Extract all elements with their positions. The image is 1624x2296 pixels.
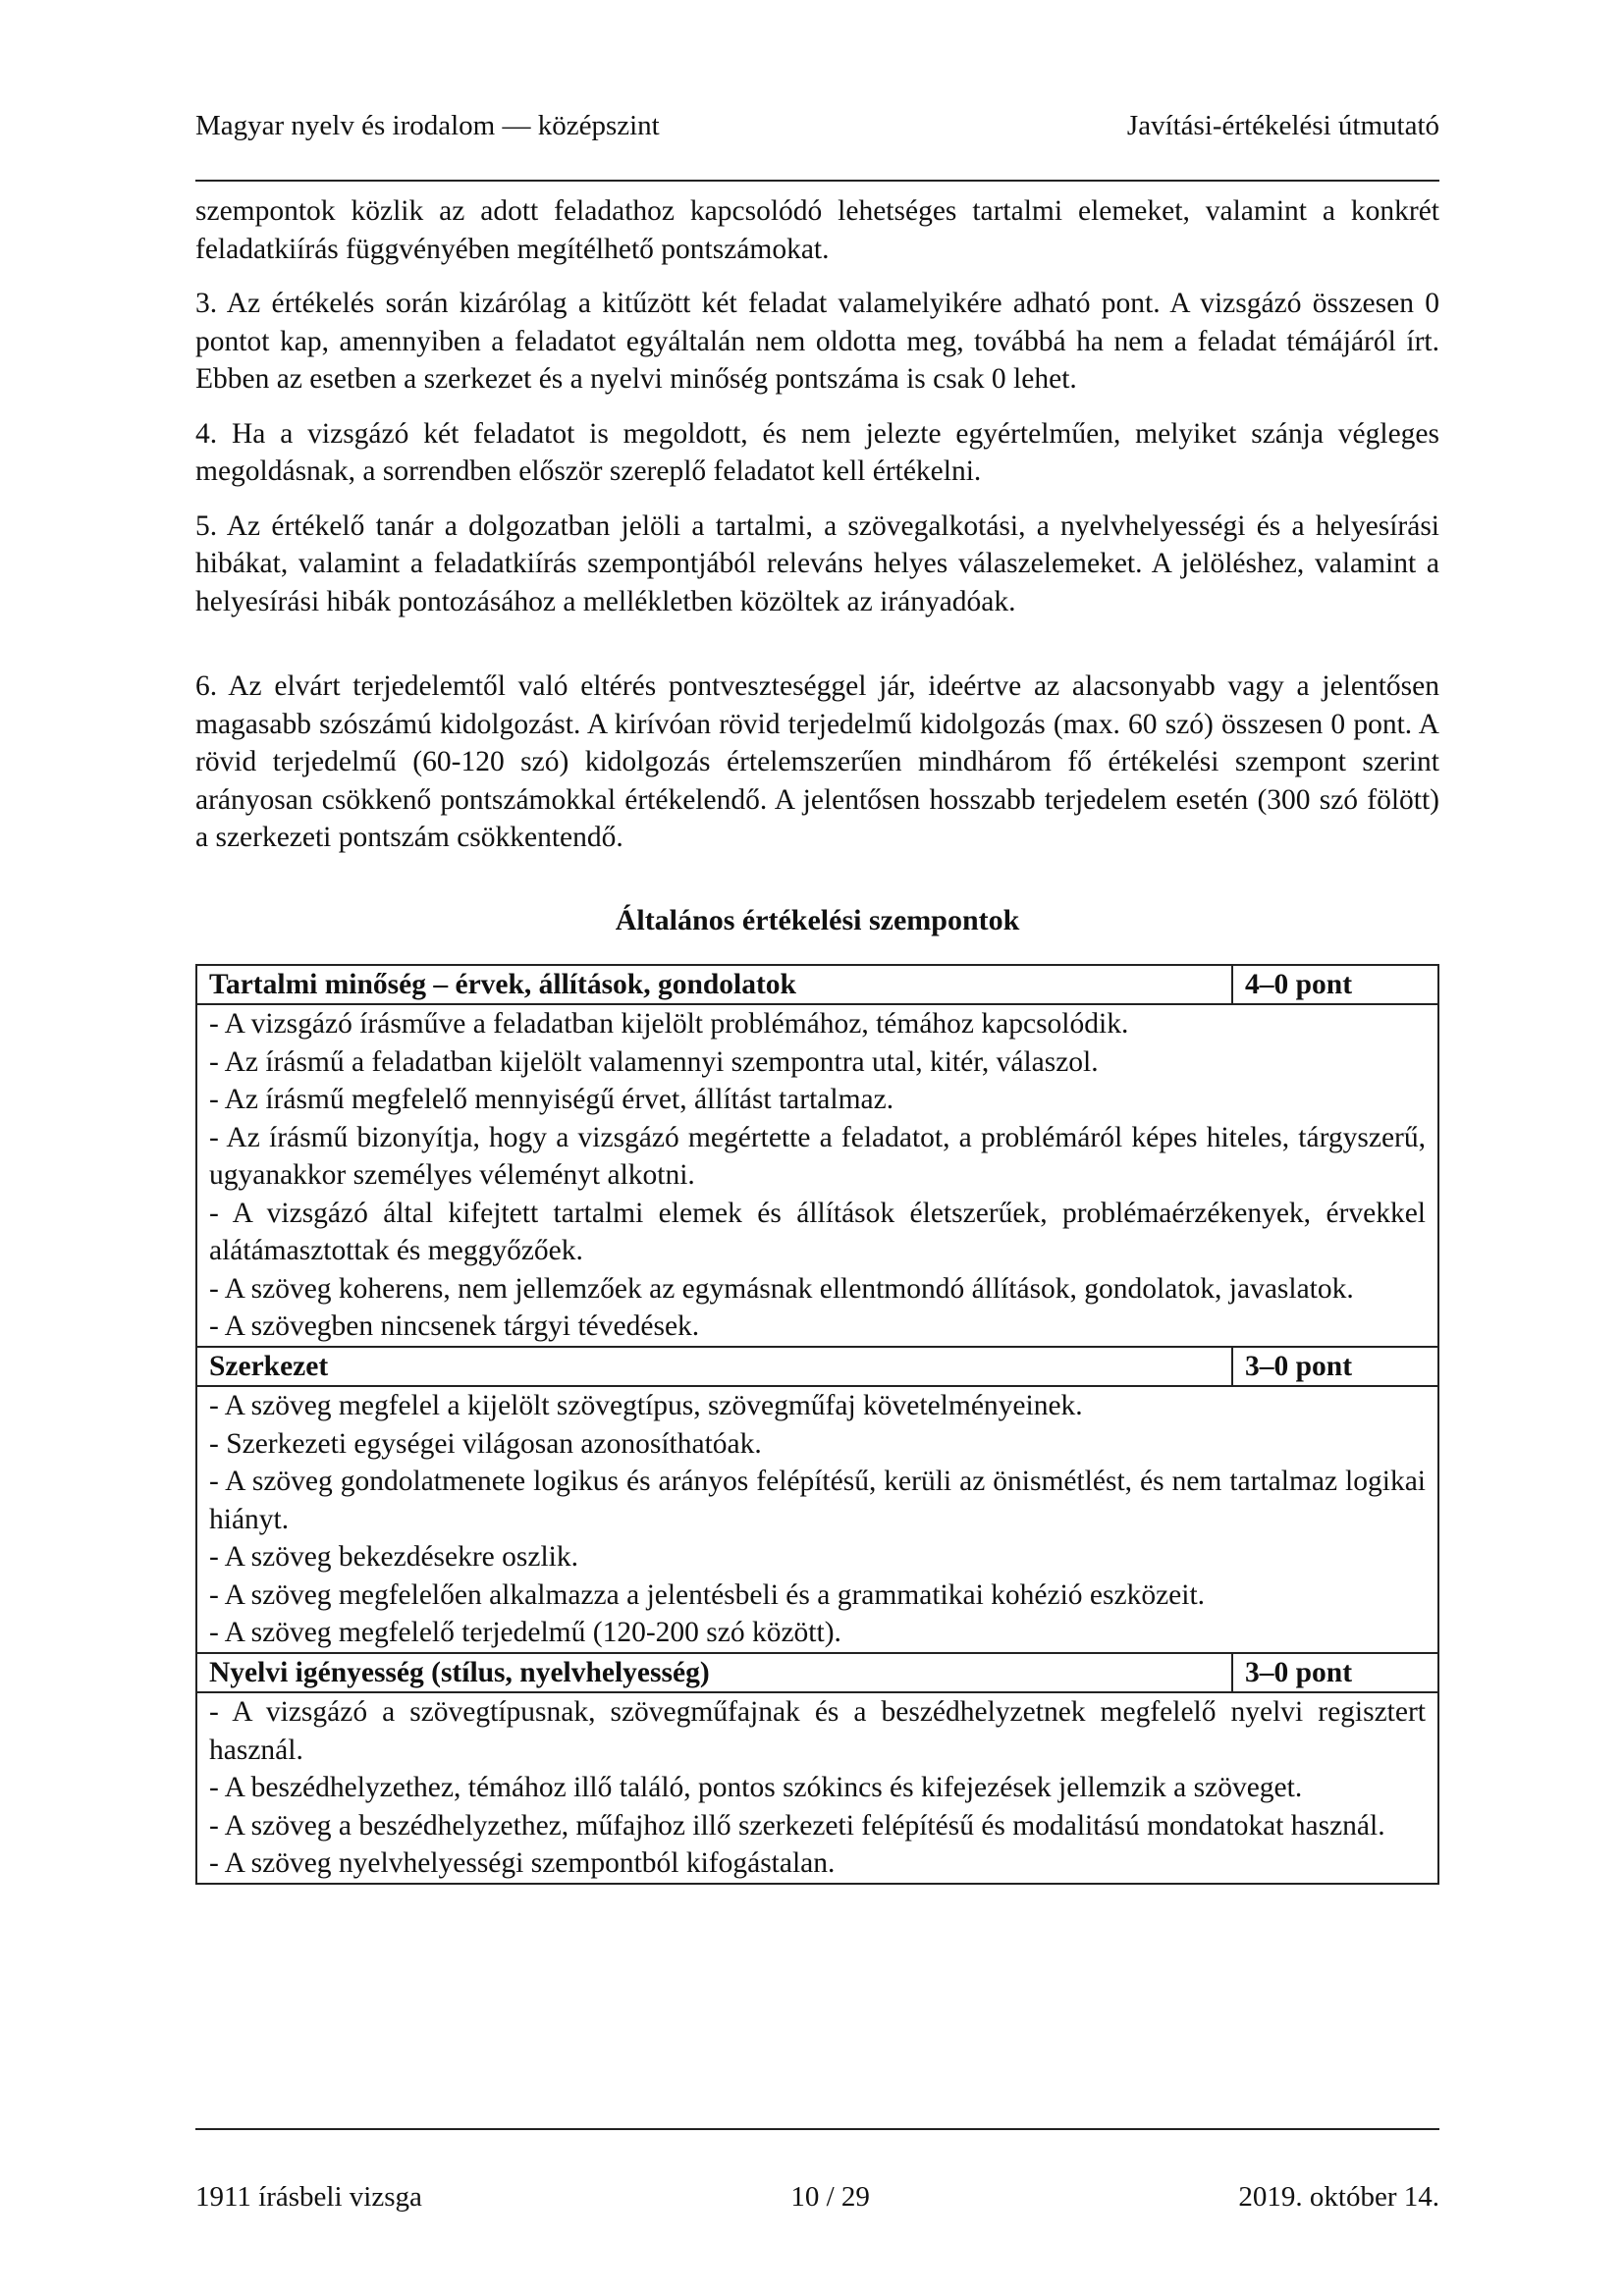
page-content — [195, 192, 1439, 1885]
paragraph-5: 5. Az értékelő tanár a dolgozatban jelöli a tartalmi, a szövegalkotási, a nyelvhelyességi és a helyesírási hibákat, valamint a feladatkiírás szempontjából releváns helyes válaszelemeket. A jelöléshez, valamint a helyesírási hibák pontozásához a mellékletben közöltek az irányadóak. — [195, 509, 1439, 617]
criteria-header-row — [196, 1347, 1438, 1387]
criteria-items — [196, 1386, 1438, 1653]
header-divider — [195, 180, 1439, 182]
criteria-item: - Az írásmű bizonyítja, hogy a vizsgázó megértette a feladatot, a problémáról képes hiteles, tárgyszerű, ugyanakkor személyes véleményt alkotni. — [209, 1121, 1426, 1191]
criteria-item: - A szöveg megfelelően alkalmazza a jelentésbeli és a grammatikai kohézió eszközeit. — [209, 1578, 1206, 1611]
criteria-item: - Szerkezeti egységei világosan azonosíthatóak. — [209, 1427, 762, 1460]
header-document-type: Javítási-értékelési útmutató — [1126, 110, 1439, 141]
criteria-items-row — [196, 1692, 1438, 1884]
criteria-items — [196, 1692, 1438, 1884]
criteria-points: 4–0 pont — [1232, 965, 1438, 1005]
criteria-items-row — [196, 1386, 1438, 1653]
criteria-header-row — [196, 1653, 1438, 1693]
footer-date: 2019. október 14. — [1238, 2181, 1439, 2213]
paragraph-continuation: szempontok közlik az adott feladathoz kapcsolódó lehetséges tartalmi elemeket, valamint a konkrét feladatkiírás függvényében megítélhető pontszámokat. — [195, 195, 1439, 265]
section-title: Általános értékelési szempontok — [615, 903, 1020, 936]
paragraph-6: 6. Az elvárt terjedelemtől való eltérés pontveszteséggel jár, ideértve az alacsonyabb vagy a jelentősen magasabb szószámú kidolgozást. A kirívóan rövid terjedelmű kidolgozás (max. 60 szó) összesen 0 pont. A rövid terjedelmű (60-120 szó) kidolgozás értelemszerűen mindhárom fő értékelési szempont szerint arányosan csökkenő pontszámokkal értékelendő. A jelentősen hosszabb terjedelem esetén (300 szó fölött) a szerkezeti pontszám csökkentendő. — [195, 670, 1439, 853]
criteria-item: - Az írásmű a feladatban kijelölt valamennyi szempontra utal, kitér, válaszol. — [209, 1045, 1099, 1078]
criteria-item: - Az írásmű megfelelő mennyiségű érvet, állítást tartalmaz. — [209, 1084, 894, 1115]
criteria-points: 3–0 pont — [1232, 1653, 1438, 1693]
page-header — [195, 106, 1439, 145]
page-footer — [195, 2177, 1439, 2216]
criteria-item: - A vizsgázó írásműve a feladatban kijelölt problémához, témához kapcsolódik. — [209, 1008, 1129, 1040]
criteria-item: - A vizsgázó a szövegtípusnak, szövegműfajnak és a beszédhelyzetnek megfelelő nyelvi regisztert használ. — [209, 1696, 1426, 1766]
criteria-item: - A szöveg a beszédhelyzethez, műfajhoz illő szerkezeti felépítésű és modalitású mondatokat használ. — [209, 1809, 1385, 1842]
criteria-table — [195, 964, 1439, 1885]
paragraph-3: 3. Az értékelés során kizárólag a kitűzött két feladat valamelyikére adható pont. A vizsgázó összesen 0 pontot kap, amennyiben a feladatot egyáltalán nem oldotta meg, továbbá ha nem a feladat témájáról írt. Ebben az esetben a szerkezet és a nyelvi minőség pontszáma is csak 0 lehet. — [195, 288, 1439, 395]
criteria-title: Szerkezet — [196, 1347, 1232, 1387]
criteria-title: Nyelvi igényesség (stílus, nyelvhelyesség) — [196, 1653, 1232, 1693]
criteria-item: - A szöveg megfelelő terjedelmű (120-200 szó között). — [209, 1617, 841, 1648]
criteria-header-row — [196, 965, 1438, 1005]
criteria-points: 3–0 pont — [1232, 1347, 1438, 1387]
footer-divider — [195, 2128, 1439, 2130]
criteria-item: - A szöveg megfelel a kijelölt szövegtípus, szövegműfaj követelményeinek. — [209, 1390, 1083, 1421]
criteria-items-row — [196, 1004, 1438, 1347]
header-subject: Magyar nyelv és irodalom — középszint — [195, 110, 660, 141]
criteria-item: - A szöveg gondolatmenete logikus és arányos felépítésű, kerüli az önismétlést, és nem tartalmaz logikai hiányt. — [209, 1466, 1426, 1535]
criteria-title: Tartalmi minőség – érvek, állítások, gondolatok — [196, 965, 1232, 1005]
footer-page-number: 10 / 29 — [790, 2181, 870, 2213]
criteria-items — [196, 1004, 1438, 1347]
paragraph-4: 4. Ha a vizsgázó két feladatot is megoldott, és nem jelezte egyértelműen, melyiket szánja végleges megoldásnak, a sorrendben először szereplő feladatot kell értékelni. — [195, 417, 1439, 487]
criteria-item: - A szöveg nyelvhelyességi szempontból kifogástalan. — [209, 1847, 836, 1879]
criteria-item: - A szöveg koherens, nem jellemzőek az egymásnak ellentmondó állítások, gondolatok, javaslatok. — [209, 1272, 1354, 1305]
criteria-item: - A szövegben nincsenek tárgyi tévedések. — [209, 1310, 700, 1342]
criteria-item: - A beszédhelyzethez, témához illő találó, pontos szókincs és kifejezések jellemzik a szöveget. — [209, 1772, 1303, 1803]
criteria-item: - A szöveg bekezdésekre oszlik. — [209, 1541, 578, 1573]
footer-exam-code: 1911 írásbeli vizsga — [195, 2181, 422, 2213]
criteria-item: - A vizsgázó által kifejtett tartalmi elemek és állítások életszerűek, problémaérzékenyek, érvekkel alátámasztottak és meggyőzőek. — [209, 1197, 1426, 1266]
